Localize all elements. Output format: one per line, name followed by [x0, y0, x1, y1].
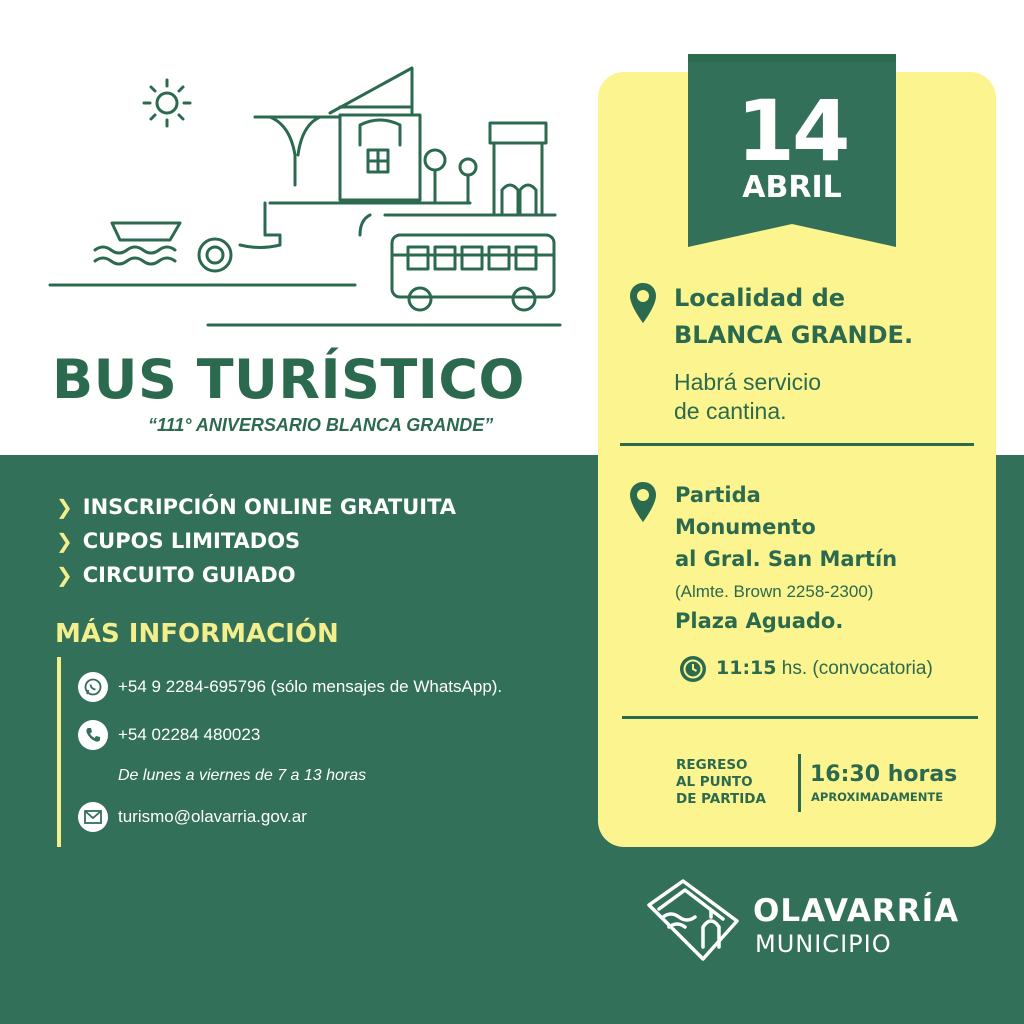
phone-contact[interactable] — [78, 720, 260, 750]
departure-time-value: 11:15 — [716, 657, 777, 679]
location-line2: BLANCA GRANDE. — [674, 321, 914, 349]
email-address: turismo@olavarria.gov.ar — [118, 807, 307, 826]
town-illustration — [40, 55, 580, 340]
logo-subtitle: MUNICIPIO — [755, 930, 892, 958]
sun-icon — [144, 80, 190, 126]
chevron-right-icon: ❯ — [56, 495, 73, 519]
clock-icon — [679, 655, 707, 683]
list-item — [56, 524, 456, 558]
return-approx: APROXIMADAMENTE — [811, 790, 944, 804]
whatsapp-contact[interactable] — [78, 672, 502, 702]
page-subtitle: “111° ANIVERSARIO BLANCA GRANDE” — [148, 415, 494, 435]
return-label — [676, 757, 766, 808]
return-label-line: DE PARTIDA — [676, 791, 766, 807]
departure-line1: Partida — [675, 483, 761, 507]
feature-label: INSCRIPCIÓN ONLINE GRATUITA — [82, 495, 457, 519]
departure-address: (Almte. Brown 2258-2300) — [675, 582, 874, 601]
departure-time — [716, 657, 933, 680]
vertical-divider — [798, 754, 801, 812]
list-item — [56, 490, 456, 524]
departure-place: Plaza Aguado. — [675, 609, 844, 633]
return-label-line: AL PUNTO — [676, 774, 753, 790]
whatsapp-icon — [78, 672, 108, 702]
departure-line2: Monumento — [675, 515, 816, 539]
return-time: 16:30 horas — [810, 762, 958, 787]
divider — [620, 443, 974, 446]
feature-label: CUPOS LIMITADOS — [82, 529, 301, 553]
feature-label: CIRCUITO GUIADO — [82, 563, 296, 587]
event-month: ABRIL — [742, 170, 842, 205]
location-line1: Localidad de — [674, 284, 846, 312]
chevron-right-icon: ❯ — [56, 563, 73, 587]
location-note2: de cantina. — [674, 398, 787, 424]
map-pin-icon — [627, 480, 659, 524]
phone-icon — [78, 720, 108, 750]
return-label-line: REGRESO — [676, 757, 748, 773]
email-contact[interactable] — [78, 802, 307, 832]
office-hours: De lunes a viernes de 7 a 13 horas — [118, 767, 367, 784]
chevron-right-icon: ❯ — [56, 529, 73, 553]
map-pin-icon — [627, 281, 659, 325]
olavarria-logo-icon — [643, 877, 743, 963]
location-note1: Habrá servicio — [674, 369, 821, 395]
logo-name: OLAVARRÍA — [753, 893, 960, 929]
phone-number: +54 02284 480023 — [118, 725, 261, 744]
contact-accent-bar — [57, 657, 61, 847]
feature-list — [56, 490, 456, 592]
mail-icon — [78, 802, 108, 832]
event-day: 14 — [736, 82, 848, 180]
departure-line3: al Gral. San Martín — [675, 547, 898, 571]
departure-time-note: hs. (convocatoria) — [776, 658, 933, 679]
divider — [622, 716, 978, 719]
list-item — [56, 558, 456, 592]
whatsapp-number: +54 9 2284-695796 (sólo mensajes de WhatsApp). — [118, 677, 503, 696]
page-title: BUS TURÍSTICO — [52, 348, 525, 411]
more-info-heading: MÁS INFORMACIÓN — [55, 619, 339, 649]
